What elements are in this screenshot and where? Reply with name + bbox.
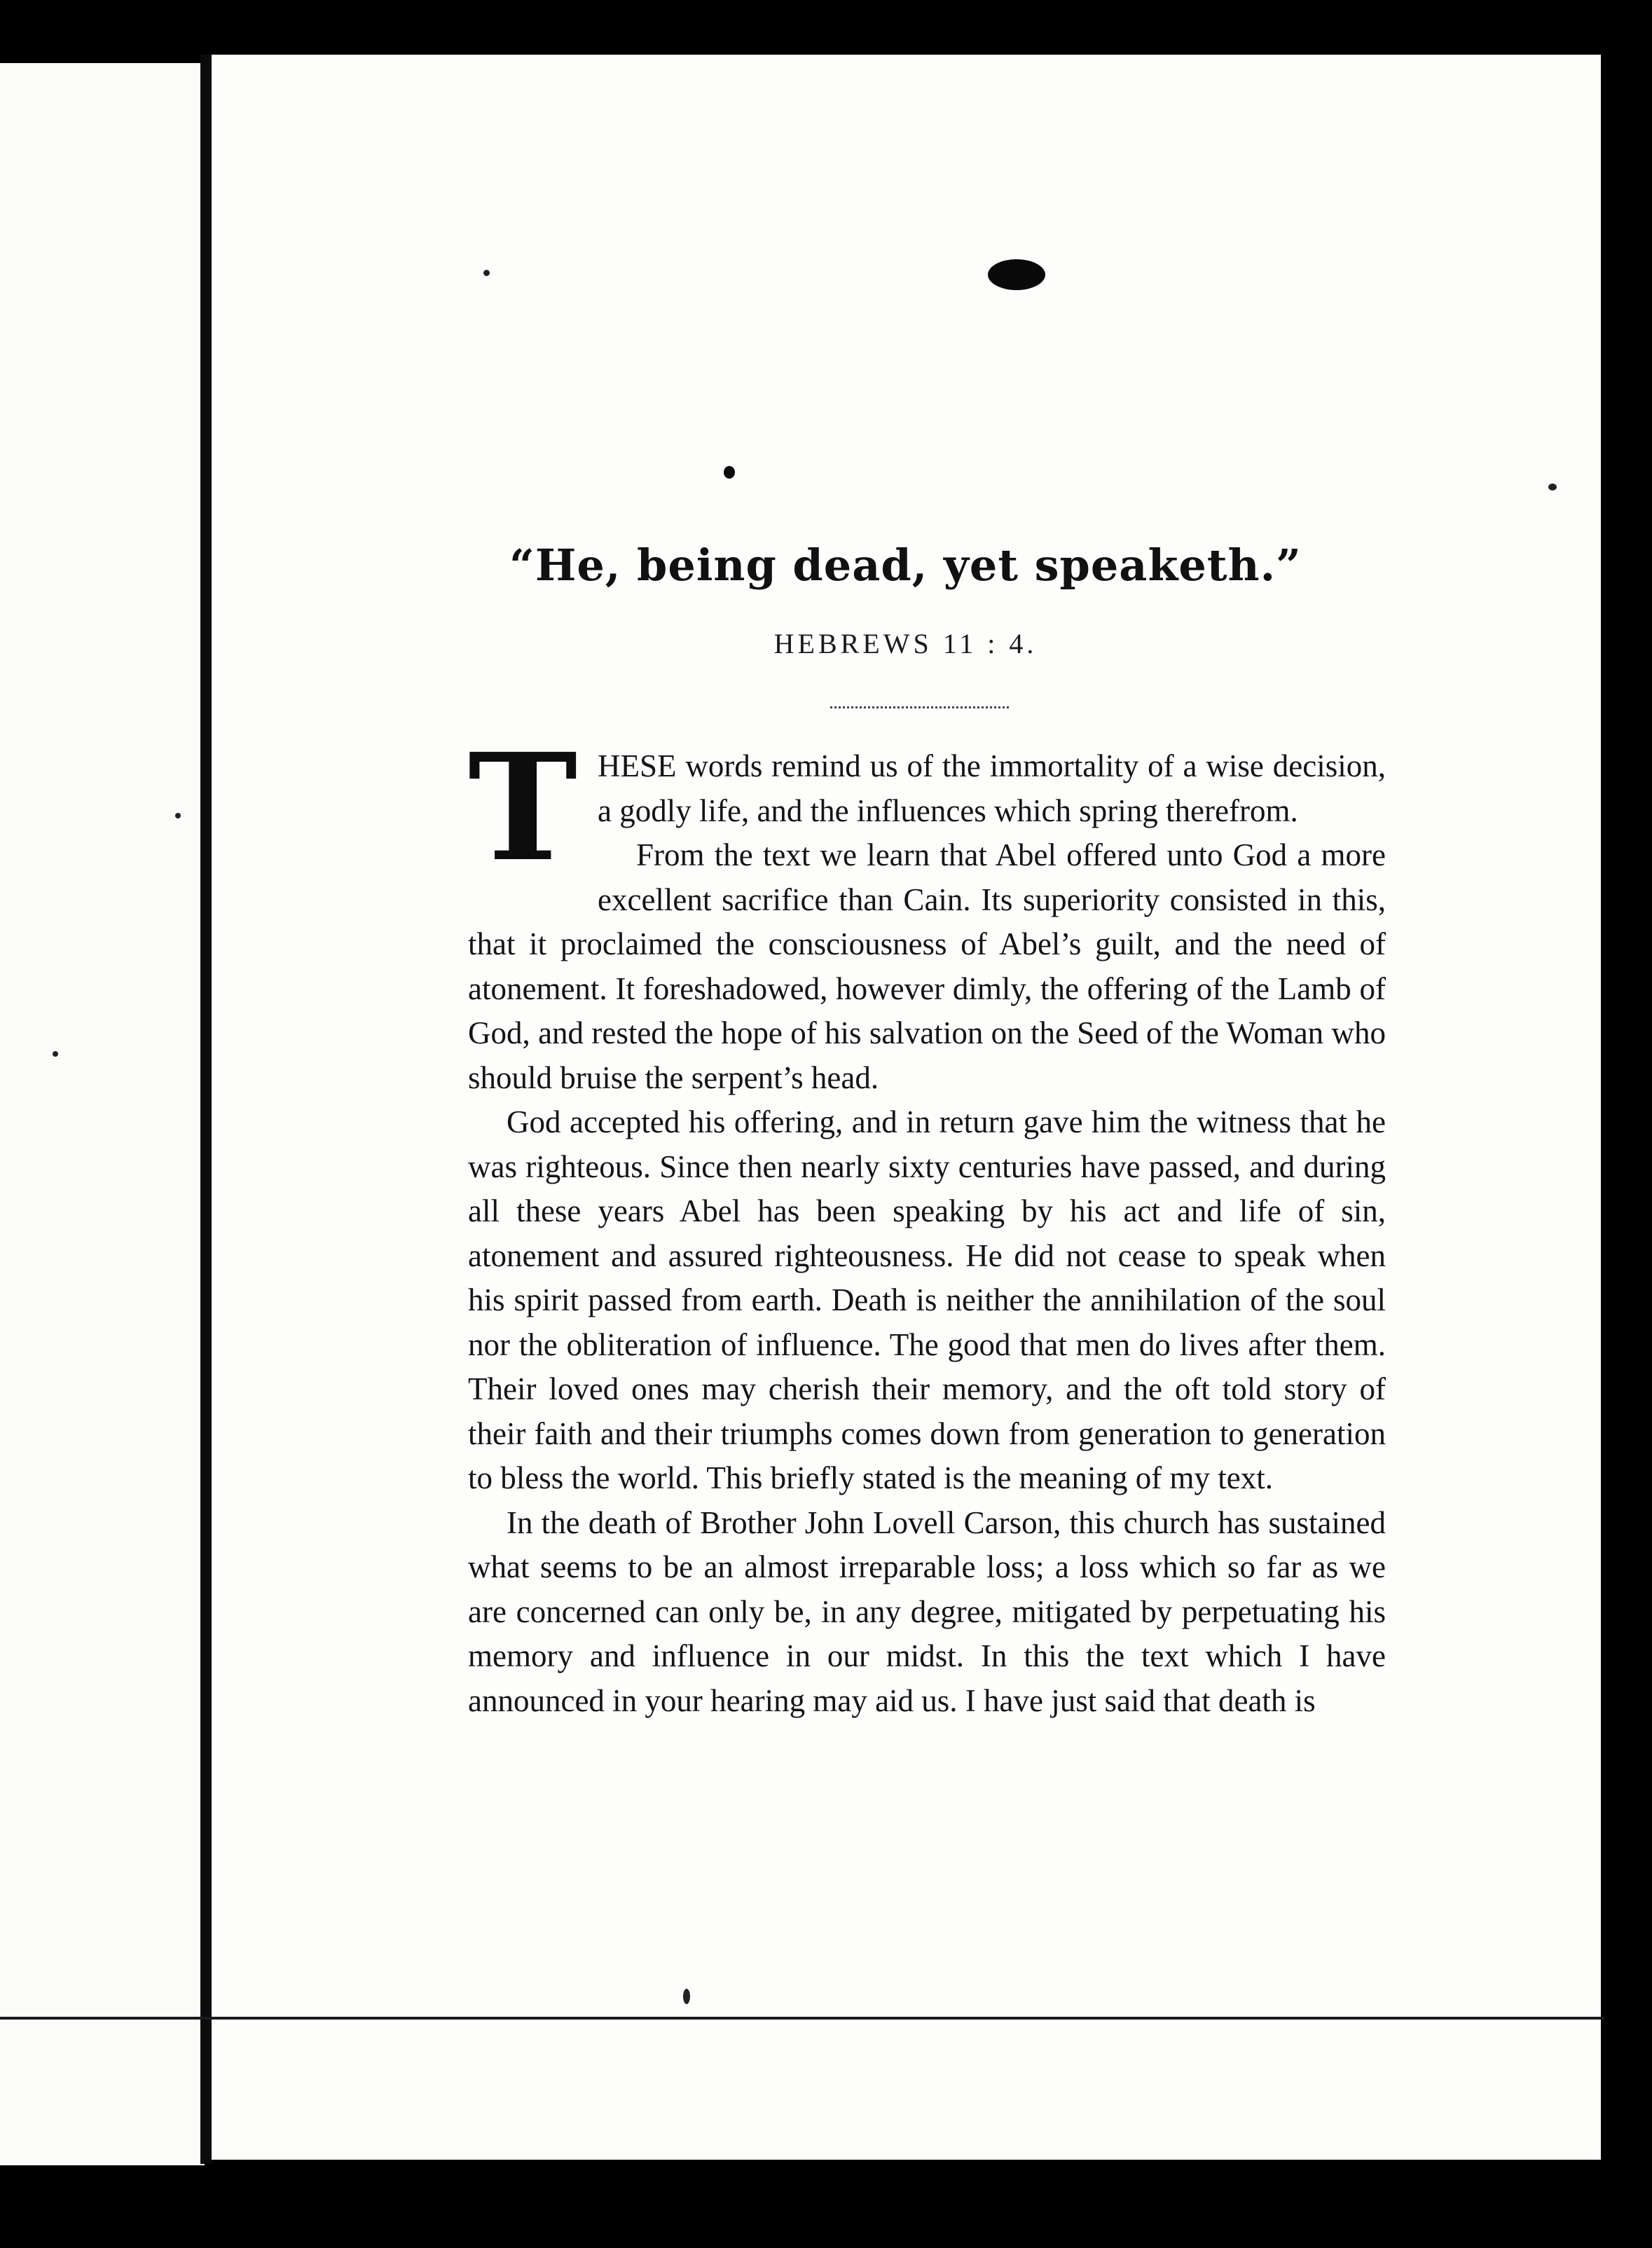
ink-speck bbox=[483, 270, 490, 276]
page-gutter bbox=[200, 55, 212, 2164]
drop-cap-letter: T bbox=[468, 721, 578, 894]
scripture-reference: HEBREWS 11 : 4. bbox=[773, 628, 1038, 659]
opening-paragraph bbox=[468, 721, 1386, 894]
paragraph: God accepted his offering, and in return gave him the witness that he was righteous. Since then nearly sixty centuries have passed, and during all these years Abel has been speaking by his act and life of sin, atonement and assured righteousness. He did not cease to speak when his spirit passed from earth. Death is neither the annihilation of the soul nor the obliteration of influence. The good that men do lives after them. Their loved ones may cherish their memory, and the oft told story of their faith and their triumphs comes down from generation to generation to bless the world. This briefly stated is the meaning of my text. bbox=[468, 1104, 1386, 1495]
sermon-text bbox=[468, 721, 1386, 1723]
ink-speck bbox=[1548, 484, 1557, 491]
left-page-margin bbox=[0, 63, 205, 2165]
ornamental-rule bbox=[830, 706, 1009, 708]
ink-blot bbox=[988, 259, 1045, 290]
ink-speck bbox=[53, 1051, 58, 1057]
bottom-scan-rule bbox=[0, 2017, 1604, 2020]
opening-text: HESE words remind us of the immortality of a wise decision, a godly life, and the influences which spring therefrom. bbox=[598, 748, 1386, 828]
paragraph: From the text we learn that Abel offered unto God a more excellent sacrifice than Cain. Its superiority consisted in this, that it proclaimed the consciousness of Abel’s guilt, and the need of atonement. It foreshadowed, however dimly, the offering of the Lamb of God, and rested the hope of his salvation on the Seed of the Woman who should bruise the serpent’s head. bbox=[468, 837, 1386, 1095]
page-heading: “He, being dead, yet speaketh.” bbox=[509, 540, 1302, 591]
ink-speck bbox=[683, 1989, 690, 2004]
ink-speck bbox=[175, 813, 181, 818]
paragraph: In the death of Brother John Lovell Carson, this church has sustained what seems to be an almost irreparable loss; a loss which so far as we are concerned can only be, in any degree, mitigated by perpetuating his memory and influence in our midst. In this the text which I have announced in your hearing may aid us. I have just said that death is bbox=[468, 1505, 1386, 1718]
ink-speck bbox=[724, 466, 735, 479]
